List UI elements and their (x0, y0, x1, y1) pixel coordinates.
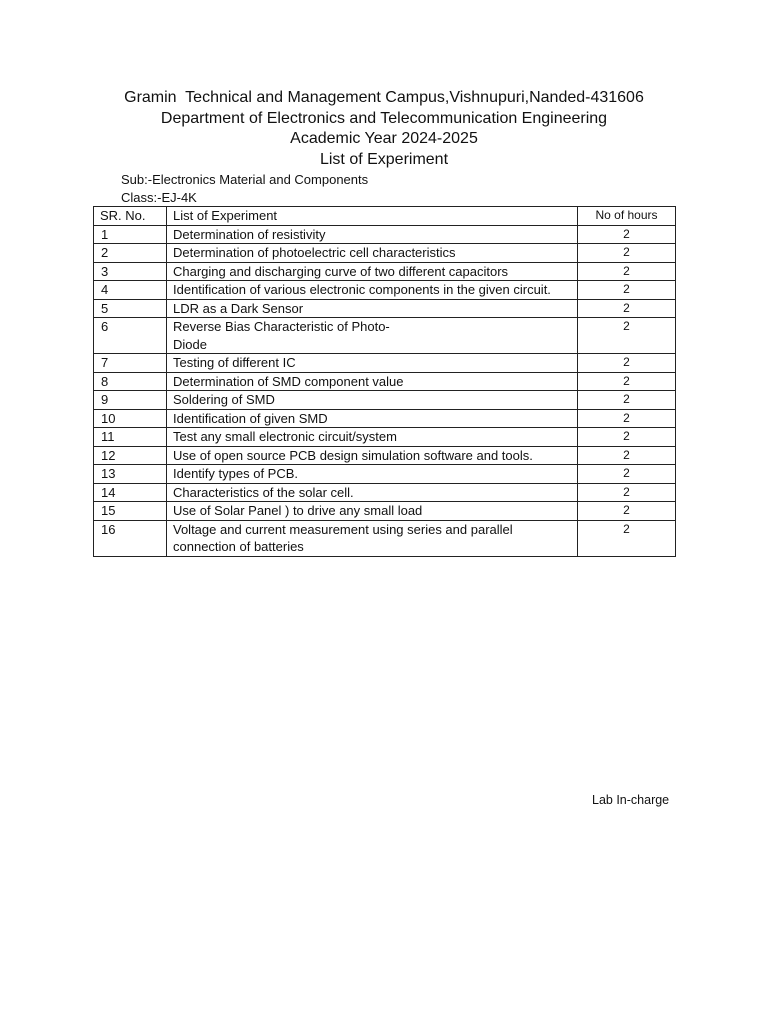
hours-cell: 2 (578, 318, 676, 354)
table-row (94, 299, 676, 318)
hours-cell: 2 (578, 409, 676, 428)
experiment-cell: Identification of various electronic components in the given circuit. (167, 281, 578, 300)
sr-no-cell: 2 (94, 244, 167, 263)
hours-cell: 2 (578, 483, 676, 502)
experiment-cell: Test any small electronic circuit/system (167, 428, 578, 447)
experiment-cell: Determination of SMD component value (167, 372, 578, 391)
table-header-row (94, 207, 676, 226)
hours-cell: 2 (578, 465, 676, 484)
table-row (94, 244, 676, 263)
subject-line: Sub:-Electronics Material and Components (121, 172, 369, 187)
document-header (0, 88, 768, 170)
table-row (94, 520, 676, 556)
hours-cell: 2 (578, 354, 676, 373)
department-name: Department of Electronics and Telecommunication Engineering (160, 109, 608, 127)
sr-no-cell: 12 (94, 446, 167, 465)
hours-cell: 2 (578, 428, 676, 447)
header-hours: No of hours (578, 207, 676, 226)
table-row (94, 318, 676, 354)
hours-cell: 2 (578, 502, 676, 521)
experiment-cell: Reverse Bias Characteristic of Photo- Diode (167, 318, 578, 354)
table-row (94, 281, 676, 300)
sr-no-cell: 3 (94, 262, 167, 281)
hours-cell: 2 (578, 244, 676, 263)
experiment-cell: Identification of given SMD (167, 409, 578, 428)
institute-name: Gramin Technical and Management Campus,Vishnupuri,Nanded-431606 (124, 89, 644, 106)
sr-no-cell: 8 (94, 372, 167, 391)
sr-no-cell: 11 (94, 428, 167, 447)
hours-cell: 2 (578, 446, 676, 465)
sr-no-cell: 7 (94, 354, 167, 373)
experiment-table (93, 206, 676, 557)
experiment-cell: Voltage and current measurement using series and parallel connection of batteries (167, 520, 578, 556)
table-row (94, 262, 676, 281)
sr-no-cell: 1 (94, 225, 167, 244)
table-row (94, 354, 676, 373)
experiment-cell: Use of Solar Panel ) to drive any small load (167, 502, 578, 521)
experiment-cell: Identify types of PCB. (167, 465, 578, 484)
hours-cell: 2 (578, 372, 676, 391)
table-row (94, 428, 676, 447)
header-experiment: List of Experiment (167, 207, 578, 226)
sr-no-cell: 6 (94, 318, 167, 354)
table-row (94, 465, 676, 484)
hours-cell: 2 (578, 391, 676, 410)
table-row (94, 446, 676, 465)
sr-no-cell: 13 (94, 465, 167, 484)
table-row (94, 225, 676, 244)
sr-no-cell: 5 (94, 299, 167, 318)
lab-incharge-label: Lab In-charge (592, 793, 670, 807)
sr-no-cell: 14 (94, 483, 167, 502)
experiment-cell: Determination of resistivity (167, 225, 578, 244)
table-body (94, 225, 676, 556)
experiment-cell: Determination of photoelectric cell characteristics (167, 244, 578, 263)
sr-no-cell: 16 (94, 520, 167, 556)
class-line: Class:-EJ-4K (121, 190, 197, 205)
experiment-cell: Soldering of SMD (167, 391, 578, 410)
experiment-cell: LDR as a Dark Sensor (167, 299, 578, 318)
list-title: List of Experiment (319, 150, 449, 168)
table-row (94, 502, 676, 521)
hours-cell: 2 (578, 299, 676, 318)
experiment-cell: Testing of different IC (167, 354, 578, 373)
experiment-cell: Use of open source PCB design simulation software and tools. (167, 446, 578, 465)
sr-no-cell: 15 (94, 502, 167, 521)
sr-no-cell: 4 (94, 281, 167, 300)
experiment-cell: Characteristics of the solar cell. (167, 483, 578, 502)
hours-cell: 2 (578, 520, 676, 556)
sr-no-cell: 10 (94, 409, 167, 428)
academic-year: Academic Year 2024-2025 (290, 130, 478, 147)
header-sr-no: SR. No. (94, 207, 167, 226)
hours-cell: 2 (578, 262, 676, 281)
hours-cell: 2 (578, 225, 676, 244)
experiment-cell: Charging and discharging curve of two different capacitors (167, 262, 578, 281)
table-row (94, 483, 676, 502)
sr-no-cell: 9 (94, 391, 167, 410)
table-row (94, 372, 676, 391)
table-row (94, 391, 676, 410)
table-row (94, 409, 676, 428)
hours-cell: 2 (578, 281, 676, 300)
